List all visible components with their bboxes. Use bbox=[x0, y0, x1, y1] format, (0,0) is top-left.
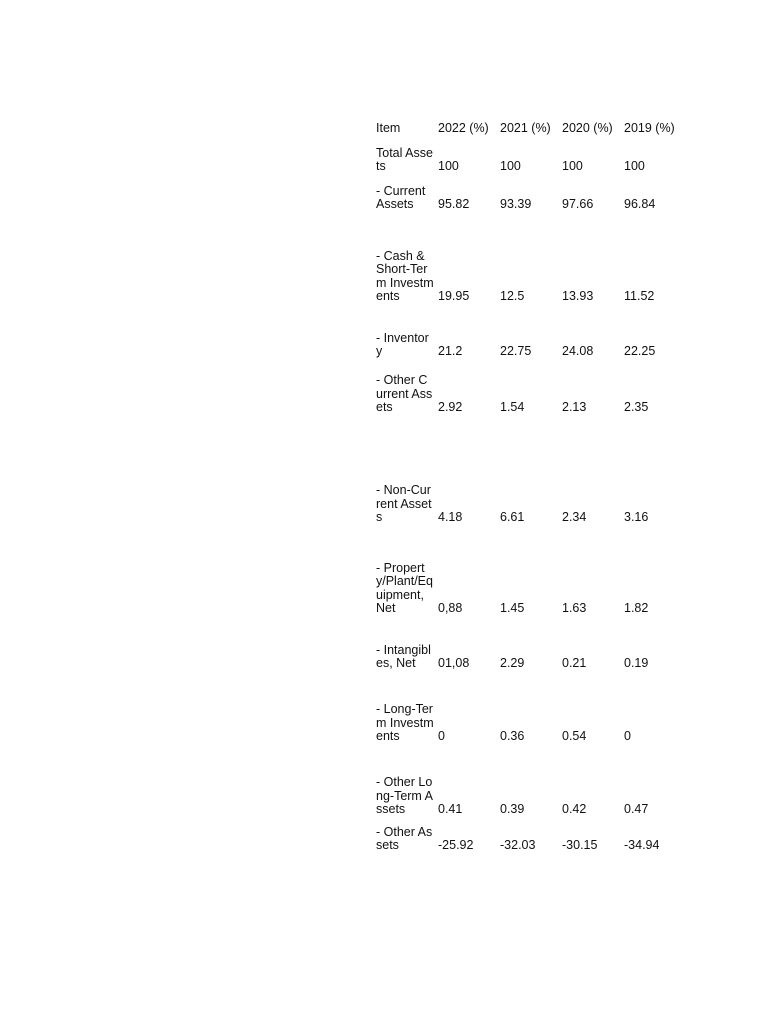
value-2022: 2.92 bbox=[438, 400, 463, 415]
value-2022: 0 bbox=[438, 729, 445, 744]
value-2021: 6.61 bbox=[500, 510, 525, 525]
value-2020: 1.63 bbox=[562, 601, 587, 616]
value-2019: 2.35 bbox=[624, 400, 649, 415]
value-2020: 2.34 bbox=[562, 510, 587, 525]
row-label: - Non-Current Assets bbox=[376, 483, 432, 525]
table-row bbox=[376, 325, 696, 359]
value-2022: 4.18 bbox=[438, 510, 463, 525]
table-row bbox=[376, 686, 696, 744]
value-2021: 0.39 bbox=[500, 802, 525, 817]
table-header-row bbox=[376, 120, 696, 136]
header-2022: 2022 (%) bbox=[438, 121, 489, 136]
table-row bbox=[376, 140, 696, 174]
value-2020: 0.42 bbox=[562, 802, 587, 817]
value-2022: 19.95 bbox=[438, 289, 470, 304]
row-label: - Property/Plant/Equipment, Net bbox=[376, 560, 433, 616]
row-label: - Other Current Assets bbox=[376, 373, 433, 415]
value-2020: 2.13 bbox=[562, 400, 587, 415]
value-2020: 13.93 bbox=[562, 289, 594, 304]
row-label: - Intangibles, Net bbox=[376, 642, 431, 671]
value-2020: 0.21 bbox=[562, 656, 587, 671]
table-row bbox=[376, 758, 696, 817]
row-label: - Other Long-Term Assets bbox=[376, 775, 433, 817]
value-2020: -30.15 bbox=[562, 838, 598, 853]
value-2021: 0.36 bbox=[500, 729, 525, 744]
table-row bbox=[376, 543, 696, 616]
header-2021: 2021 (%) bbox=[500, 121, 551, 136]
value-2021: 12.5 bbox=[500, 289, 525, 304]
value-2019: 3.16 bbox=[624, 510, 649, 525]
header-2019: 2019 (%) bbox=[624, 121, 675, 136]
row-label: - Current Assets bbox=[376, 183, 426, 212]
header-2020: 2020 (%) bbox=[562, 121, 613, 136]
value-2019: 0.47 bbox=[624, 802, 649, 817]
value-2021: 1.54 bbox=[500, 400, 525, 415]
row-label: - Long-Term Investments bbox=[376, 702, 434, 744]
value-2019: 96.84 bbox=[624, 197, 656, 212]
value-2022: 100 bbox=[438, 159, 459, 174]
row-label: - Inventory bbox=[376, 330, 429, 359]
table-row bbox=[376, 230, 696, 304]
value-2019: 1.82 bbox=[624, 601, 649, 616]
value-2020: 100 bbox=[562, 159, 583, 174]
value-2019: 0.19 bbox=[624, 656, 649, 671]
value-2019: 100 bbox=[624, 159, 645, 174]
row-label: - Cash & Short-Term Investments bbox=[376, 248, 434, 304]
value-2022: 0,88 bbox=[438, 601, 463, 616]
value-2021: 1.45 bbox=[500, 601, 525, 616]
table-row bbox=[376, 178, 696, 212]
table-row bbox=[376, 370, 696, 415]
value-2020: 0.54 bbox=[562, 729, 587, 744]
value-2022: 21.2 bbox=[438, 344, 463, 359]
value-2021: 93.39 bbox=[500, 197, 532, 212]
value-2019: 0 bbox=[624, 729, 631, 744]
value-2022: 95.82 bbox=[438, 197, 470, 212]
value-2019: 22.25 bbox=[624, 344, 656, 359]
value-2019: 11.52 bbox=[624, 289, 655, 304]
value-2021: -32.03 bbox=[500, 838, 536, 853]
value-2022: -25.92 bbox=[438, 838, 474, 853]
value-2021: 22.75 bbox=[500, 344, 532, 359]
value-2021: 100 bbox=[500, 159, 521, 174]
row-label: Total Assets bbox=[376, 145, 433, 174]
header-item: Item bbox=[376, 121, 401, 136]
row-label: - Other Assets bbox=[376, 824, 433, 853]
value-2020: 24.08 bbox=[562, 344, 594, 359]
value-2022: 01,08 bbox=[438, 656, 470, 671]
value-2019: -34.94 bbox=[624, 838, 660, 853]
value-2022: 0.41 bbox=[438, 802, 463, 817]
value-2021: 2.29 bbox=[500, 656, 525, 671]
table-row bbox=[376, 480, 696, 525]
table-row bbox=[376, 823, 696, 853]
value-2020: 97.66 bbox=[562, 197, 594, 212]
table-row bbox=[376, 626, 696, 671]
